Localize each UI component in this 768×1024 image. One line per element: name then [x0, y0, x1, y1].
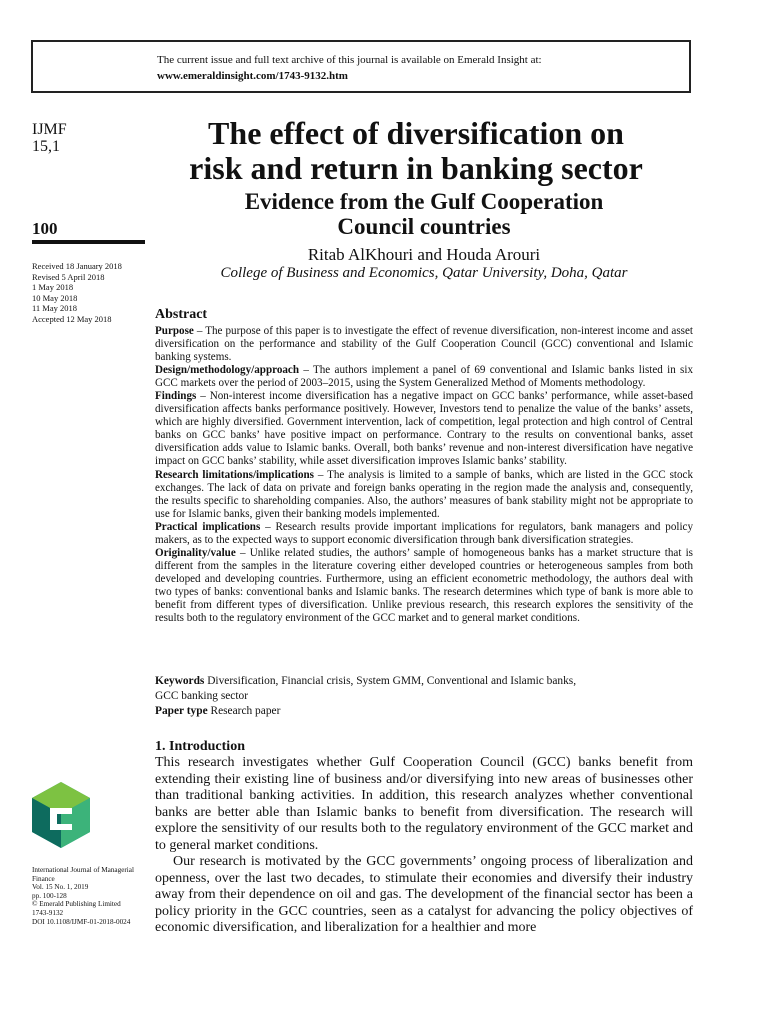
journal-citation: [32, 866, 144, 926]
date-line: 11 May 2018: [32, 303, 78, 314]
page-number: 100: [32, 219, 58, 238]
subtitle-line: Evidence from the Gulf Cooperation: [244, 189, 604, 214]
keywords-text: Diversification, Financial crisis, System GMM, Conventional and Islamic banks,: [204, 675, 577, 687]
journal-url-link[interactable]: www.emeraldinsight.com/1743-9132.htm: [157, 70, 348, 82]
keywords-continued: GCC banking sector: [155, 690, 249, 702]
subtitle-line: Council countries: [337, 214, 511, 239]
section-label: Findings: [155, 390, 197, 403]
journal-availability-box: [31, 40, 691, 93]
citation-line: International Journal of Managerial: [32, 866, 134, 874]
date-line: 1 May 2018: [32, 282, 74, 293]
section-text: – Research results provide important implications for regulators, bank managers and policy makers, as to the expected ways to support economic diversification through bank diversification strategies.: [155, 520, 693, 546]
authors: Ritab AlKhouri and Houda Arouri: [307, 245, 541, 264]
abstract-practical: [155, 521, 693, 547]
citation-line: pp. 100-128: [32, 891, 67, 900]
emerald-logo-icon: [30, 780, 92, 850]
abstract-findings: [155, 390, 693, 468]
section-text: – The authors implement a panel of 69 conventional and Islamic banks listed in six GCC markets over the period of 2003–2015, using the System Generalized Method of Moments methodology.: [155, 364, 693, 390]
paper-type-label: Paper type: [155, 705, 208, 717]
title-line: The effect of diversification on: [208, 115, 624, 151]
intro-paragraph: This research investigates whether Gulf Cooperation Council (GCC) banks benefit from extending their existing line of business and/or diversifying into new areas of businesses other than traditional banking activities. In addition, this research analyzes whether conventional banks are better able than Islamic banks to benefit from diversification. The research will explore the sensitivity of our results both to the regulatory environment of the GCC market and to general market conditions.: [155, 755, 693, 853]
abstract-body: [155, 325, 693, 625]
paper-type-text: Research paper: [207, 705, 281, 717]
section-text: – Non-interest income diversification has a negative impact on GCC banks’ performance, while asset-based diversification affects banks performance positively. However, Investors tend to penalize the value of the banks’ assets, which are highly diversified. Government intervention, lack of competition, legal protection and high control of Central banks on GCC banks’ have positive impact on performance. Contrary to the results on conventional banks, asset diversification adds value to Islamic banks. Overall, both banks’ revenue and non-interest diversification have negative impact on GCC banks’ stability, while asset diversification improves Islamic banks’ stability.: [155, 390, 693, 468]
section-label: Design/methodology/approach: [155, 364, 300, 377]
date-line: Received 18 January 2018: [32, 261, 122, 271]
section-label: Practical implications: [155, 520, 261, 533]
citation-line: DOI 10.1108/IJMF-01-2018-0024: [32, 917, 131, 926]
journal-volume: [32, 121, 67, 155]
paper-title: [150, 116, 682, 186]
date-line: Accepted 12 May 2018: [32, 313, 112, 324]
section-label: Originality/value: [155, 546, 236, 559]
introduction-body: [155, 755, 693, 937]
abstract-limitations: [155, 469, 693, 521]
sidebar-rule: [32, 240, 145, 244]
date-line: 10 May 2018: [32, 292, 78, 303]
section-label: Research limitations/implications: [155, 468, 314, 481]
citation-line: © Emerald Publishing Limited: [32, 900, 121, 909]
volume-issue: 15,1: [32, 138, 60, 155]
received-dates: [32, 261, 122, 325]
journal-abbrev: IJMF: [32, 121, 67, 138]
section-text: – The analysis is limited to a sample of banks, which are listed in the GCC stock exchanges. The lack of data on private and foreign banks operating in the region made the analysis and, consequently, the results specific to shareholding companies. Also, the authors’ measures of bank stability might not be appropriate to use for Islamic banks, given their banking models implemented.: [155, 468, 693, 520]
affiliation: College of Business and Economics, Qatar University, Doha, Qatar: [220, 265, 628, 281]
abstract-purpose: [155, 325, 693, 364]
title-line: risk and return in banking sector: [189, 150, 643, 186]
introduction-heading: 1. Introduction: [155, 739, 245, 754]
abstract-heading: Abstract: [155, 307, 208, 322]
date-line: Revised 5 April 2018: [32, 271, 105, 282]
keywords-label: Keywords: [155, 675, 205, 687]
section-text: – Unlike related studies, the authors’ sample of homogeneous banks has a market structure that is different from the samples in the literature covering either developed countries or heterogeneous samples from both developed and developing countries. Furthermore, using an efficient econometric methodology, the authors deal with two types of banks: conventional banks and Islamic banks. The research determines which type of bank is more able to benefit from different types of diversification. Unlike previous research, this research explores the sensitivity of the results both to the regulatory environment of the GCC market and to general market conditions.: [155, 546, 693, 625]
paper-type: [155, 704, 693, 719]
intro-paragraph: Our research is motivated by the GCC governments’ ongoing process of liberalization and openness, over the last two decades, to stimulate their economies and diversify their industry away from their dependence on oil and gas. The development of the financial sector has been a policy priority in the GCC countries, seen as a catalyst for advancing the policy objectives of economic diversification, and liberalization for a healthier and more: [155, 854, 693, 935]
section-text: – The purpose of this paper is to investigate the effect of revenue diversification, non-interest income and asset diversification on the performance and stability of the Gulf Cooperation Council (GCC) conventional and Islamic banking systems.: [155, 325, 693, 364]
citation-line: Vol. 15 No. 1, 2019: [32, 883, 89, 892]
paper-subtitle: [150, 189, 698, 239]
keywords: [155, 674, 693, 689]
abstract-originality: [155, 547, 693, 625]
citation-line: Finance: [32, 874, 55, 883]
availability-text: The current issue and full text archive of this journal is available on Emerald Insight at:: [157, 54, 542, 66]
keywords-block: [155, 674, 693, 719]
section-label: Purpose: [155, 325, 194, 337]
citation-line: 1743-9132: [32, 908, 64, 917]
abstract-design: [155, 364, 693, 390]
